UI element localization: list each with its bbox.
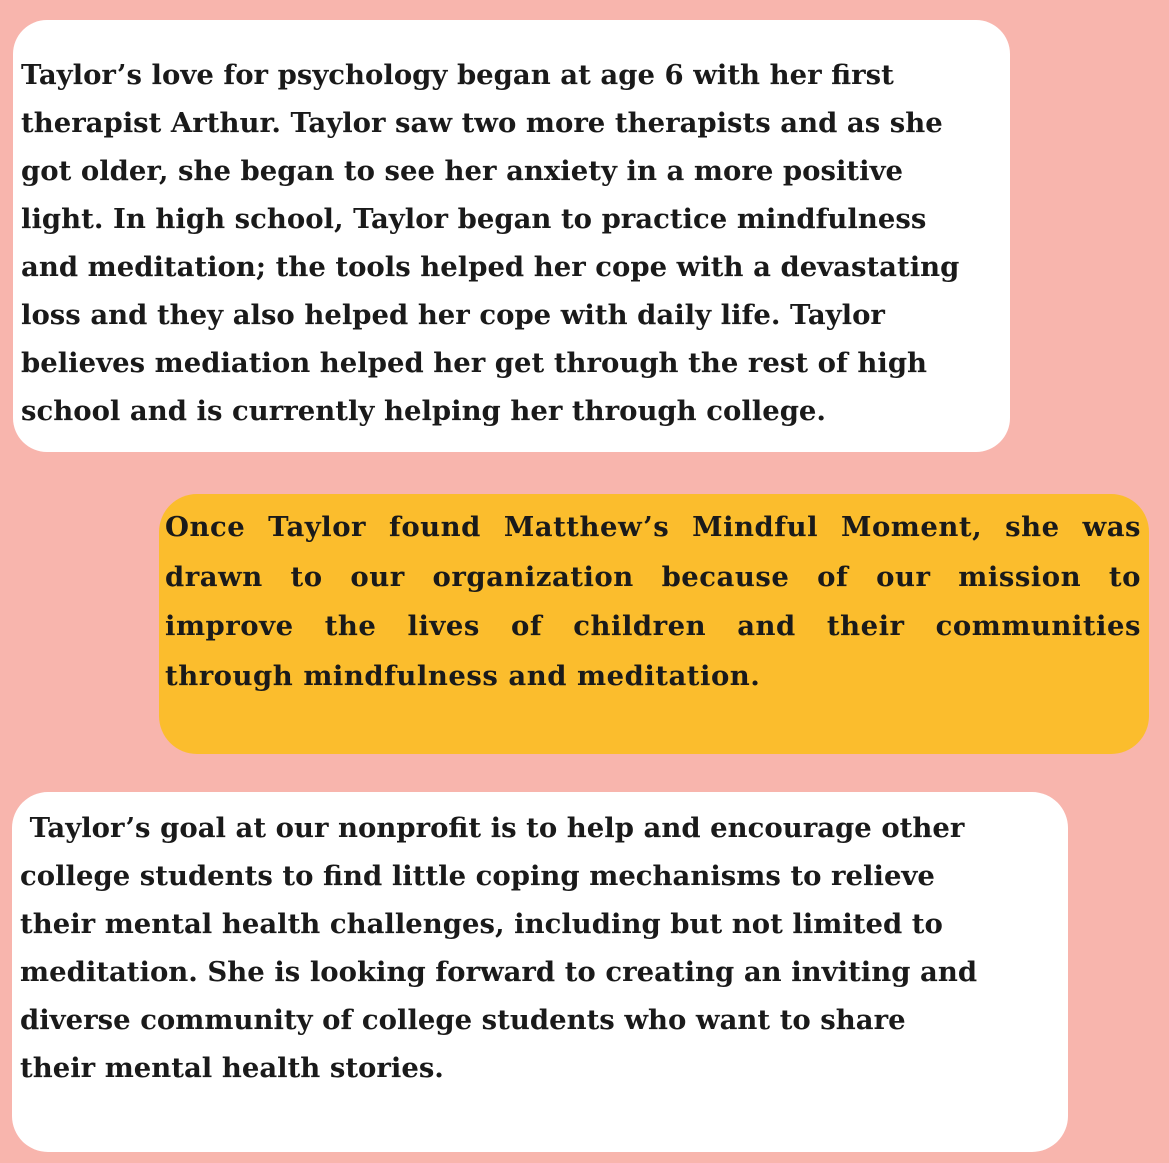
paragraph-line: school and is currently helping her through college. (21, 395, 827, 427)
paragraph-line (165, 503, 1141, 553)
paragraph-line: loss and they also helped her cope with daily life. Taylor (21, 299, 885, 331)
word: their (826, 610, 905, 642)
paragraph-line: got older, she began to see her anxiety in a more positive (21, 155, 904, 187)
word: organization (432, 560, 634, 593)
paragraph-line: their mental health stories. (20, 1052, 444, 1084)
word: Matthew’s (503, 511, 670, 543)
word: drawn (165, 560, 263, 593)
mission-paragraph (165, 503, 1141, 701)
word: Mindful (692, 511, 819, 543)
word: the (324, 610, 377, 642)
word: found (389, 511, 481, 543)
word: our (876, 560, 931, 593)
word: and (737, 610, 796, 642)
mission-card (159, 494, 1149, 754)
word: Taylor (268, 511, 367, 543)
word: children (573, 610, 707, 642)
paragraph-line: therapist Arthur. Taylor saw two more therapists and as she (21, 107, 943, 139)
word: communities (935, 610, 1141, 642)
paragraph-line: college students to find little coping mechanisms to relieve (20, 860, 935, 892)
word: of (510, 610, 543, 642)
word: because (661, 560, 790, 593)
paragraph-line: and meditation; the tools helped her cope with a devastating (21, 251, 960, 283)
word: to (290, 560, 323, 593)
paragraph-line: meditation. She is looking forward to creating an inviting and (20, 956, 978, 988)
paragraph-line: light. In high school, Taylor began to practice mindfulness (21, 203, 927, 235)
goal-card (12, 792, 1068, 1152)
word: she (1005, 511, 1060, 543)
word: our (350, 560, 405, 593)
word: of (817, 560, 849, 593)
paragraph-line (165, 602, 1141, 652)
paragraph-line: through mindfulness and meditation. (165, 659, 761, 692)
intro-card (13, 20, 1010, 452)
paragraph-line: Taylor’s goal at our nonprofit is to help and encourage other (20, 812, 965, 844)
paragraph-line: believes mediation helped her get through the rest of high (21, 347, 928, 379)
paragraph-line: Taylor’s love for psychology began at age 6 with her first (21, 59, 894, 91)
paragraph-line (165, 553, 1141, 603)
paragraph-line: their mental health challenges, including but not limited to (20, 908, 943, 940)
word: to (1108, 560, 1141, 593)
word: Moment, (841, 511, 983, 543)
word: improve (165, 610, 294, 642)
word: was (1082, 511, 1141, 543)
paragraph-line: diverse community of college students who want to share (20, 1004, 906, 1036)
word: Once (165, 511, 246, 543)
word: mission (958, 560, 1082, 593)
word: lives (407, 610, 480, 642)
intro-paragraph (21, 51, 1010, 435)
goal-paragraph (20, 804, 1068, 1092)
